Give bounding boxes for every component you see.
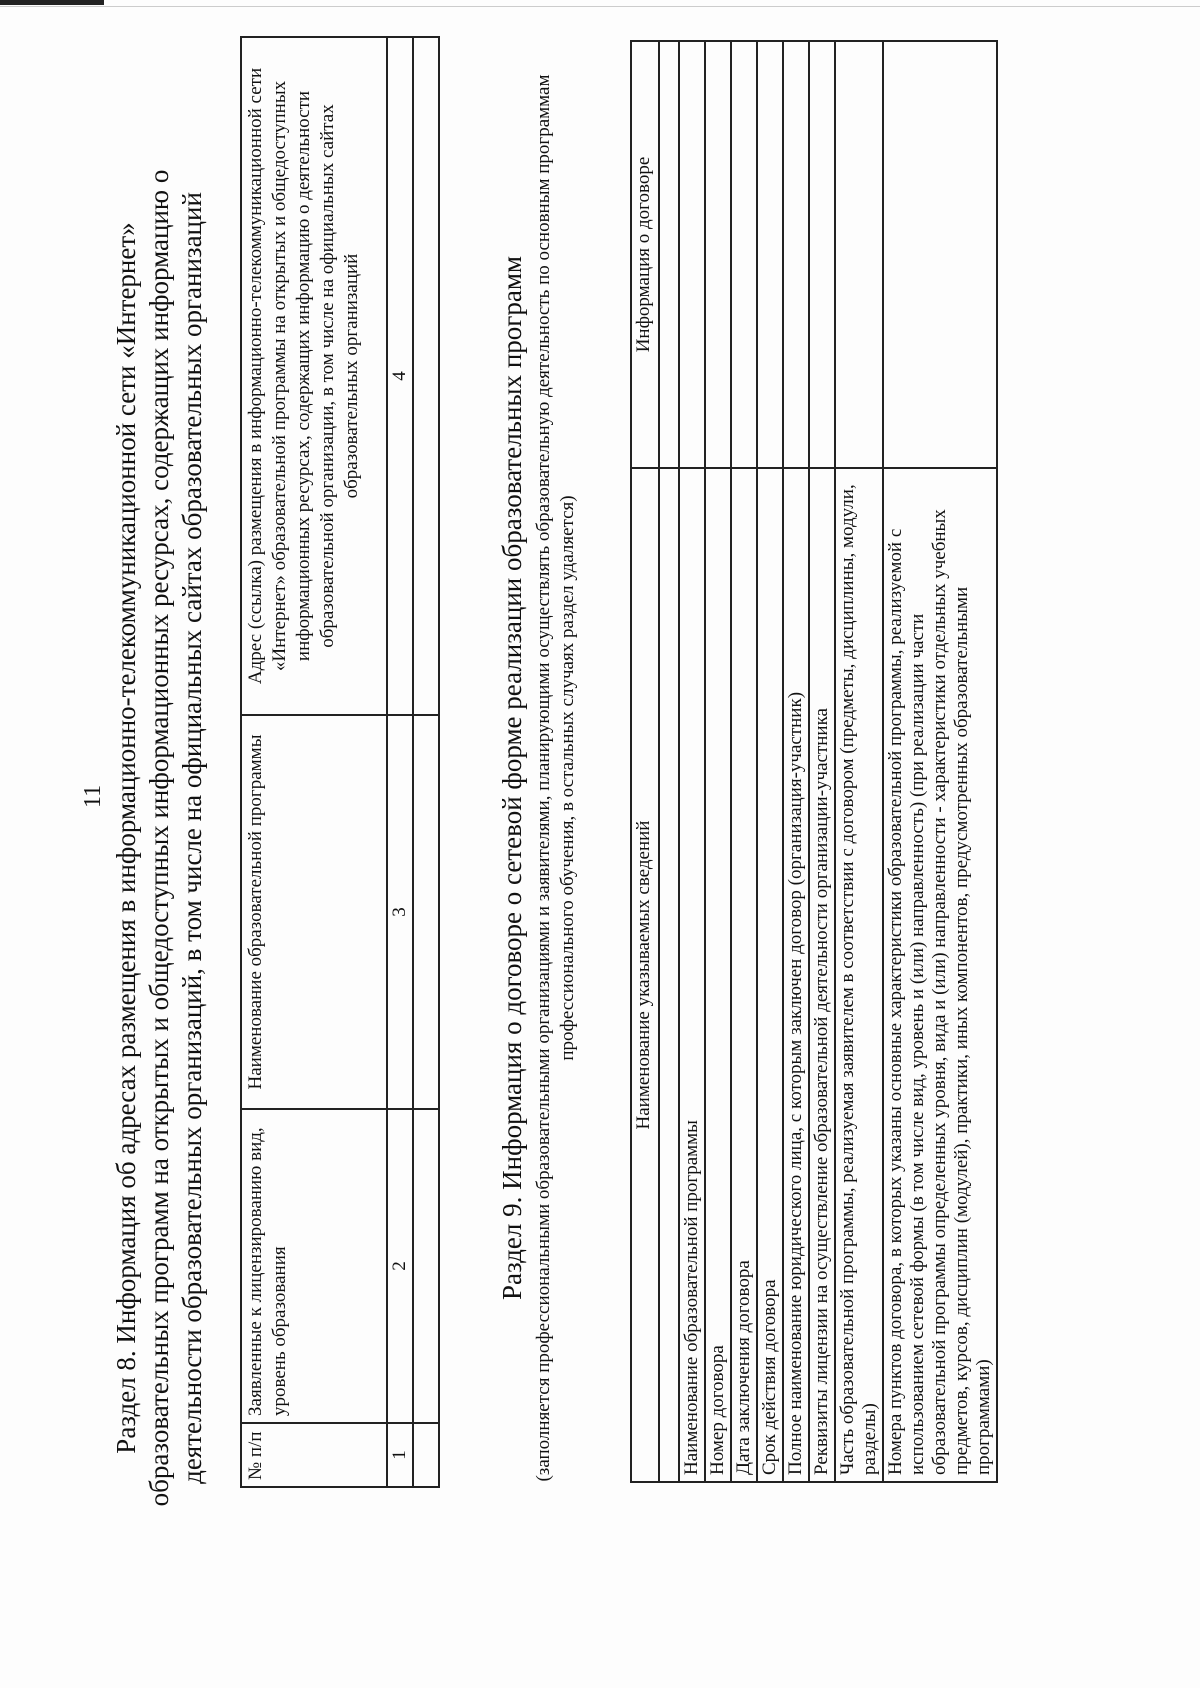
section9-table (630, 40, 998, 1483)
table-cell[interactable] (413, 715, 439, 1109)
row-label: Срок действия договора (757, 468, 783, 1482)
column-header-level: Заявленные к лицензированию вид, уровень образования (241, 1109, 387, 1423)
column-number: 3 (387, 715, 413, 1109)
row-label: Полное наименование юридического лица, с которым заключен договор (организация-участник) (783, 468, 809, 1482)
row-label: Наименование образовательной программы (679, 468, 705, 1482)
info-cell[interactable] (757, 41, 783, 468)
section9-note: (заполняется профессиональными образовательными организациями и заявителями, планирующими осуществлять образовательную деятельность по основным программам профессионального обучения, в остальных случаях раздел удаляется) (533, 74, 578, 1482)
table-row (809, 41, 835, 1482)
table-row (783, 41, 809, 1482)
section9-title: Раздел 9. Информация о договоре о сетевой форме реализации образовательных программ (497, 256, 527, 1300)
table-cell[interactable] (413, 1109, 439, 1423)
info-cell[interactable] (679, 41, 705, 468)
table-row (679, 41, 705, 1482)
column-numbers-row (387, 37, 413, 1487)
column-header-number: № п/п (241, 1423, 387, 1487)
row-label: Номера пунктов договора, в которых указаны основные характеристики образовательной программы, реализуемой с использованием сетевой формы (в том числе вид, уровень и (или) направленность) (при реализации части образовательной программы определенных уровня, вида и (или) направленности - характеристики отдельных учебных предметов, курсов, дисциплин (модулей), практики, иных компонентов, предусмотренных образовательными программами) (883, 468, 997, 1482)
info-cell[interactable] (835, 41, 883, 468)
row-label: Дата заключения договора (731, 468, 757, 1482)
table-row (883, 41, 997, 1482)
table-row (705, 41, 731, 1482)
table-row (731, 41, 757, 1482)
empty-row (413, 37, 439, 1487)
column-number: 1 (387, 1423, 413, 1487)
info-cell[interactable] (705, 41, 731, 468)
column-header-address: Адрес (ссылка) размещения в информационно-телекоммуникационной сети «Интернет» образовательной программы на открытых и общедоступных информационных ресурсах, содержащих информацию о деятельности образовательной организации, в том числе на официальных сайтах образовательных организаций (241, 37, 387, 715)
table-header-row (631, 41, 659, 1482)
column-header-name: Наименование указываемых сведений (631, 468, 659, 1482)
section8-table (240, 36, 440, 1488)
column-number: 4 (387, 37, 413, 715)
table-cell[interactable] (413, 1423, 439, 1487)
table-row (835, 41, 883, 1482)
row-label: Реквизиты лицензии на осуществление образовательной деятельности организации-участника (809, 468, 835, 1482)
table-row (757, 41, 783, 1482)
info-cell[interactable] (883, 41, 997, 468)
info-cell[interactable] (731, 41, 757, 468)
column-number: 2 (387, 1109, 413, 1423)
table-cell (659, 41, 679, 468)
column-header-info: Информация о договоре (631, 41, 659, 468)
page-number: 11 (80, 784, 106, 808)
info-cell[interactable] (783, 41, 809, 468)
info-cell[interactable] (809, 41, 835, 468)
row-label: Номер договора (705, 468, 731, 1482)
column-header-program: Наименование образовательной программы (241, 715, 387, 1109)
section8-title: Раздел 8. Информация об адресах размещения в информационно-телекоммуникационной сети «Интернет» образовательных программ на открытых и общедоступных информационных ресурсах, содержащих информацию о деятельности образовательных организаций, в том числе на официальных сайтах образовательных организаций (111, 169, 207, 1507)
header-spacer-row (659, 41, 679, 1482)
row-label: Часть образовательной программы, реализуемая заявителем в соответствии с договором (предметы, дисциплины, модули, разделы) (835, 468, 883, 1482)
table-header-row (241, 37, 387, 1487)
table-cell (659, 468, 679, 1482)
table-cell[interactable] (413, 37, 439, 715)
